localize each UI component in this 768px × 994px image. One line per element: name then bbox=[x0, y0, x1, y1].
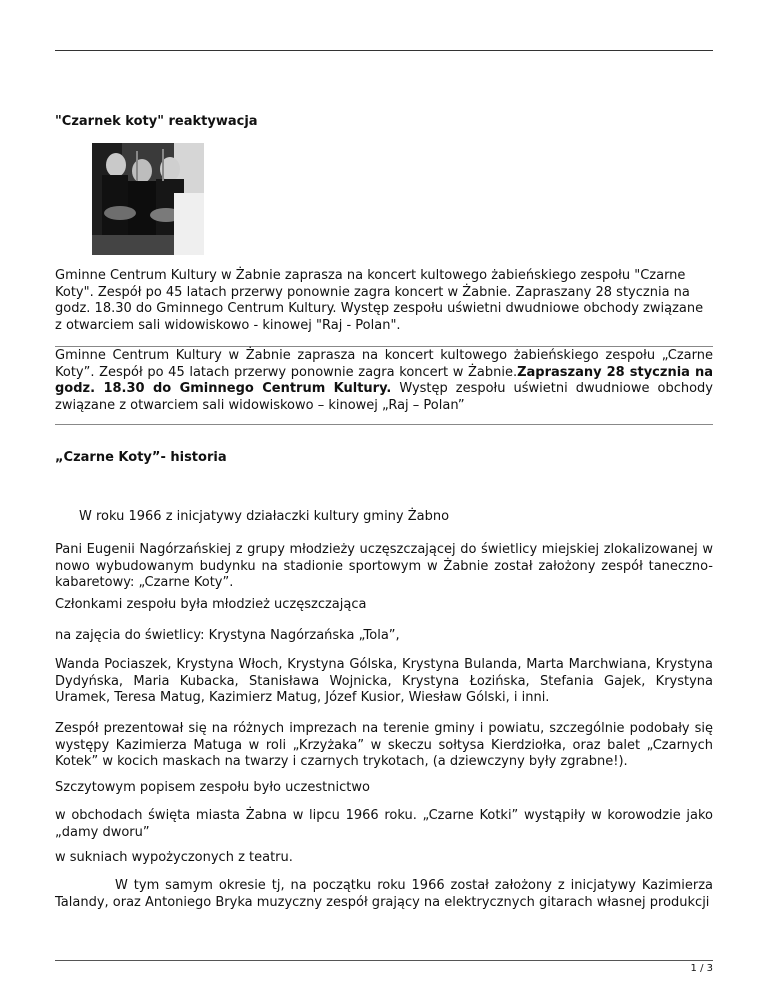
history-paragraph: w sukniach wypożyczonych z teatru. bbox=[55, 850, 293, 865]
history-title: „Czarne Koty”- historia bbox=[55, 450, 227, 465]
history-paragraph: W roku 1966 z inicjatywy działaczki kultury gminy Żabno bbox=[79, 509, 450, 524]
history-paragraph: Szczytowym popisem zespołu było uczestnictwo bbox=[55, 780, 370, 795]
article-body bbox=[55, 348, 713, 414]
section-divider bbox=[55, 346, 713, 347]
footer-rule bbox=[55, 960, 713, 961]
history-paragraph: na zajęcia do świetlicy: Krystyna Nagórzańska „Tola”, bbox=[55, 628, 400, 643]
history-paragraph: W tym samym okresie tj, na początku roku 1966 został założony z inicjatywy Kazimierza Talandy, oraz Antoniego Bryka muzyczny zespół grający na elektrycznych gitarach własnej produkcji bbox=[55, 878, 713, 910]
header-rule bbox=[55, 50, 713, 51]
history-paragraph: Zespół prezentował się na różnych imprezach na terenie gminy i powiatu, szczególnie podobały się występy Kazimierza Matuga w roli „Krzyżaka” w skeczu sołtysa Kierdziołka, oraz balet „Czarnych Kotek” w kocich maskach na twarzy i czarnych trykotach, (a dziewczyny były zgrabne!). bbox=[55, 721, 713, 769]
band-photo-image bbox=[92, 143, 204, 255]
article-body-text: Gminne Centrum Kultury w Żabnie zaprasza na koncert kultowego żabieńskiego zespołu „Czarne Koty”. Zespół po 45 latach przerwy ponownie zagra koncert w Żabnie. bbox=[55, 348, 713, 380]
band-photo bbox=[92, 143, 204, 255]
history-paragraph: Wanda Pociaszek, Krystyna Włoch, Krystyna Gólska, Krystyna Bulanda, Marta Marchwiana, Krystyna Dydyńska, Maria Kubacka, Stanisława Wojnicka, Krystyna Łozińska, Stefania Gajek, Krystyna Uramek, Teresa Matug, Kazimierz Matug, Józef Kusior, Wiesław Gólski, i inni. bbox=[55, 657, 713, 705]
article-body-text-continued: Występ zespołu uświetni dwudniowe obchody związane z otwarciem sali widowiskowo – kinowej „Raj – Polan” bbox=[55, 381, 713, 413]
page-number: 1 / 3 bbox=[690, 963, 713, 974]
article-intro: Gminne Centrum Kultury w Żabnie zaprasza na koncert kultowego żabieńskiego zespołu "Czarne Koty". Zespół po 45 latach przerwy ponownie zagra koncert w Żabnie. Zapraszany 28 stycznia na godz. 18.30 do Gminnego Centrum Kultury. Występ zespołu uświetni dwudniowe obchody związane z otwarciem sali widowiskowo - kinowej "Raj - Polan". bbox=[55, 268, 704, 333]
history-paragraph: Pani Eugenii Nagórzańskiej z grupy młodzieży uczęszczającej do świetlicy miejskiej zlokalizowanej w nowo wybudowanym budynku na stadionie sportowym w Żabnie został założony zespół taneczno- kabaretowy: „Czarne Koty”. bbox=[55, 542, 713, 590]
history-paragraph: w obchodach święta miasta Żabna w lipcu 1966 roku. „Czarne Kotki” wystąpiły w korowodzie jako „damy dworu” bbox=[55, 808, 713, 840]
history-paragraph: Członkami zespołu była młodzież uczęszczająca bbox=[55, 597, 367, 612]
article-body-bold: Zapraszany 28 stycznia na godz. 18.30 do Gminnego Centrum Kultury. bbox=[55, 364, 713, 396]
section-divider bbox=[55, 424, 713, 425]
article-title: "Czarnek koty" reaktywacja bbox=[55, 114, 258, 129]
